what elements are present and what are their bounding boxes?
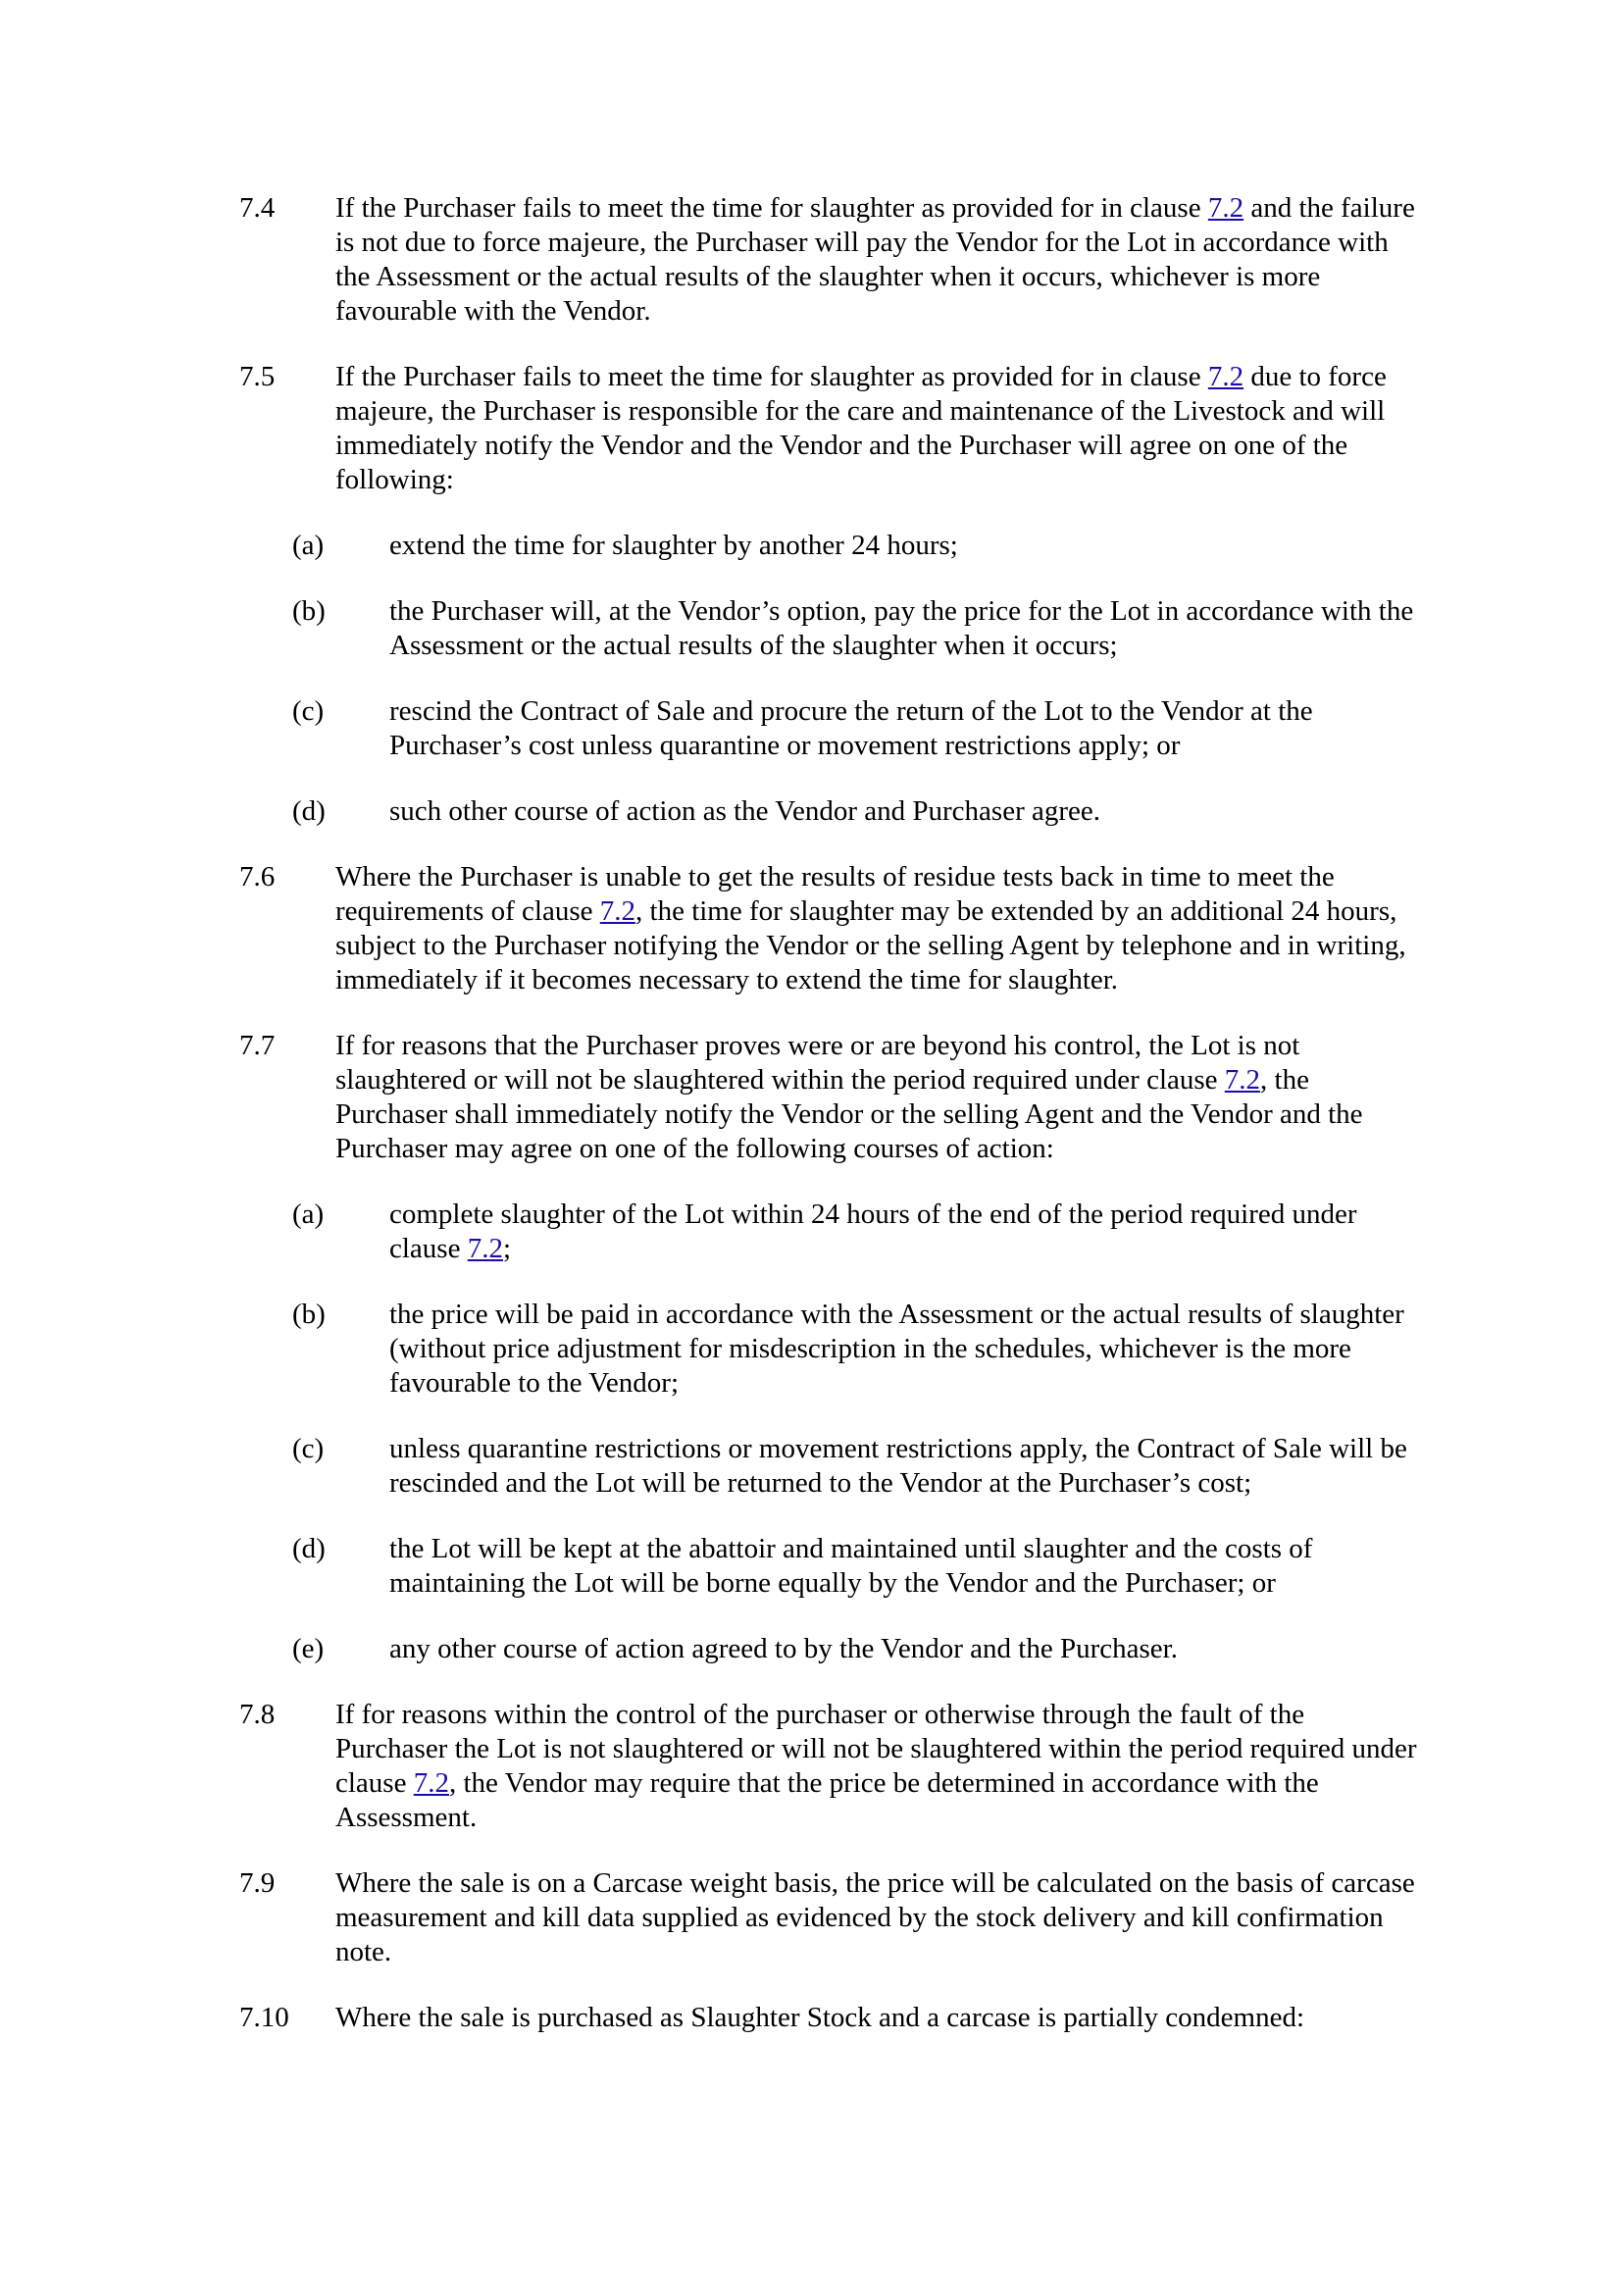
- subclause-body: [389, 1632, 1420, 1666]
- clause-text-run: Where the Purchaser is unable to get the results of residue tests back in time to meet the requirements of clause: [335, 861, 1335, 927]
- subclause-item: [0, 1532, 1623, 1601]
- subclause-body: [389, 594, 1420, 663]
- subclause-item: [0, 794, 1623, 829]
- clause-body: [335, 1029, 1420, 1166]
- subclause-item: [0, 1632, 1623, 1666]
- subclause-item: [0, 529, 1623, 563]
- clause-text-run: If for reasons that the Purchaser proves were or are beyond his control, the Lot is not slaughtered or will not be slaughtered within the period required under clause: [335, 1030, 1300, 1096]
- subclause-label: (c): [292, 695, 325, 727]
- clause-number: 7.10: [239, 2002, 289, 2033]
- clause-reference-link[interactable]: 7.2: [413, 1767, 449, 1799]
- clause-text-run: the Purchaser will, at the Vendor’s option, pay the price for the Lot in accordance with the Assessment or the actual results of the slaughter when it occurs;: [389, 595, 1414, 661]
- clause-list: [0, 191, 1623, 2066]
- clause-text-run: ;: [502, 1233, 512, 1264]
- subclause-label: (e): [292, 1633, 325, 1664]
- clause-text-run: due to force majeure, the Purchaser is responsible for the care and maintenance of the Livestock and will immediately notify the Vendor and the Vendor and the Purchaser will agree on one of the following:: [335, 361, 1387, 495]
- subclause-body: [389, 529, 1420, 563]
- clause-text-run: Where the sale is purchased as Slaughter Stock and a carcase is partially condemned:: [335, 2002, 1305, 2033]
- clause-number: 7.9: [239, 1867, 276, 1899]
- clause-number: 7.4: [239, 192, 276, 224]
- clause-text-run: If the Purchaser fails to meet the time for slaughter as provided for in clause: [335, 361, 1208, 392]
- clause-text-run: complete slaughter of the Lot within 24 hours of the end of the period required under clause: [389, 1199, 1357, 1264]
- clause-text-run: the Lot will be kept at the abattoir and maintained until slaughter and the costs of maintaining the Lot will be borne equally by the Vendor and the Purchaser; or: [389, 1533, 1313, 1599]
- clause-7-5: [0, 360, 1623, 829]
- clause-text-run: If the Purchaser fails to meet the time for slaughter as provided for in clause: [335, 192, 1208, 224]
- clause-reference-link[interactable]: 7.2: [599, 895, 636, 927]
- subclause-label: (d): [292, 1533, 326, 1564]
- clause-text-run: such other course of action as the Vendor and Purchaser agree.: [389, 795, 1100, 827]
- clause-text-run: and the failure is not due to force majeure, the Purchaser will pay the Vendor for the Lot in accordance with the Assessment or the actual results of the slaughter when it occurs, whichever is more favourable with the Vendor.: [335, 192, 1415, 327]
- clause-reference-link[interactable]: 7.2: [1207, 361, 1244, 392]
- subclause-label: (b): [292, 595, 326, 627]
- subclause-item: [0, 594, 1623, 663]
- clause-body: [335, 1866, 1420, 1969]
- clause-text-run: rescind the Contract of Sale and procure the return of the Lot to the Vendor at the Purchaser’s cost unless quarantine or movement restrictions apply; or: [389, 695, 1313, 761]
- subclause-item: [0, 1298, 1623, 1401]
- subclause-body: [389, 694, 1420, 763]
- clause-number: 7.8: [239, 1699, 276, 1730]
- subclause-body: [389, 1298, 1420, 1401]
- subclause-body: [389, 1432, 1420, 1501]
- clause-body: [335, 191, 1420, 329]
- subclause-label: (a): [292, 1199, 325, 1230]
- clause-text-run: If for reasons within the control of the purchaser or otherwise through the fault of the Purchaser the Lot is not slaughtered or will not be slaughtered within the period required under clause: [335, 1699, 1417, 1799]
- subclause-label: (d): [292, 795, 326, 827]
- clause-number: 7.5: [239, 361, 276, 392]
- clause-7-4: [0, 191, 1623, 329]
- subclause-label: (c): [292, 1433, 325, 1464]
- subclause-item: [0, 694, 1623, 763]
- subclause-item: [0, 1198, 1623, 1266]
- subclause-body: [389, 1532, 1420, 1601]
- subclause-list: [0, 1198, 1623, 1666]
- subclause-body: [389, 1198, 1420, 1266]
- clause-reference-link[interactable]: 7.2: [1224, 1064, 1261, 1096]
- clause-body: [335, 2001, 1420, 2035]
- clause-text-run: , the Vendor may require that the price be determined in accordance with the Assessment.: [335, 1767, 1319, 1833]
- clause-text-run: Where the sale is on a Carcase weight basis, the price will be calculated on the basis of carcase measurement and kill data supplied as evidenced by the stock delivery and kill confirmation note.: [335, 1867, 1415, 1967]
- subclause-list: [0, 529, 1623, 829]
- clause-text-run: unless quarantine restrictions or movement restrictions apply, the Contract of Sale will be rescinded and the Lot will be returned to the Vendor at the Purchaser’s cost;: [389, 1433, 1407, 1499]
- clause-number: 7.7: [239, 1030, 276, 1061]
- clause-body: [335, 360, 1420, 497]
- subclause-label: (a): [292, 530, 325, 561]
- clause-text-run: , the time for slaughter may be extended by an additional 24 hours, subject to the Purchaser notifying the Vendor or the selling Agent by telephone and in writing, immediately if it becomes necessary to extend the time for slaughter.: [335, 895, 1406, 995]
- clause-text-run: , the Purchaser shall immediately notify the Vendor or the selling Agent and the Vendor and the Purchaser may agree on one of the following courses of action:: [335, 1064, 1363, 1164]
- subclause-item: [0, 1432, 1623, 1501]
- clause-text-run: the price will be paid in accordance with the Assessment or the actual results of slaughter (without price adjustment for misdescription in the schedules, whichever is the more favourable to the Vendor;: [389, 1299, 1404, 1399]
- subclause-body: [389, 794, 1420, 829]
- clause-7-8: [0, 1698, 1623, 1835]
- clause-7-10: [0, 2001, 1623, 2035]
- clause-body: [335, 860, 1420, 997]
- clause-text-run: any other course of action agreed to by the Vendor and the Purchaser.: [389, 1633, 1178, 1664]
- clause-7-6: [0, 860, 1623, 997]
- clause-reference-link[interactable]: 7.2: [1207, 192, 1244, 224]
- clause-number: 7.6: [239, 861, 276, 893]
- subclause-label: (b): [292, 1299, 326, 1330]
- clause-reference-link[interactable]: 7.2: [467, 1233, 503, 1264]
- clause-text-run: extend the time for slaughter by another 24 hours;: [389, 530, 958, 561]
- clause-7-9: [0, 1866, 1623, 1969]
- clause-7-7: [0, 1029, 1623, 1666]
- clause-body: [335, 1698, 1420, 1835]
